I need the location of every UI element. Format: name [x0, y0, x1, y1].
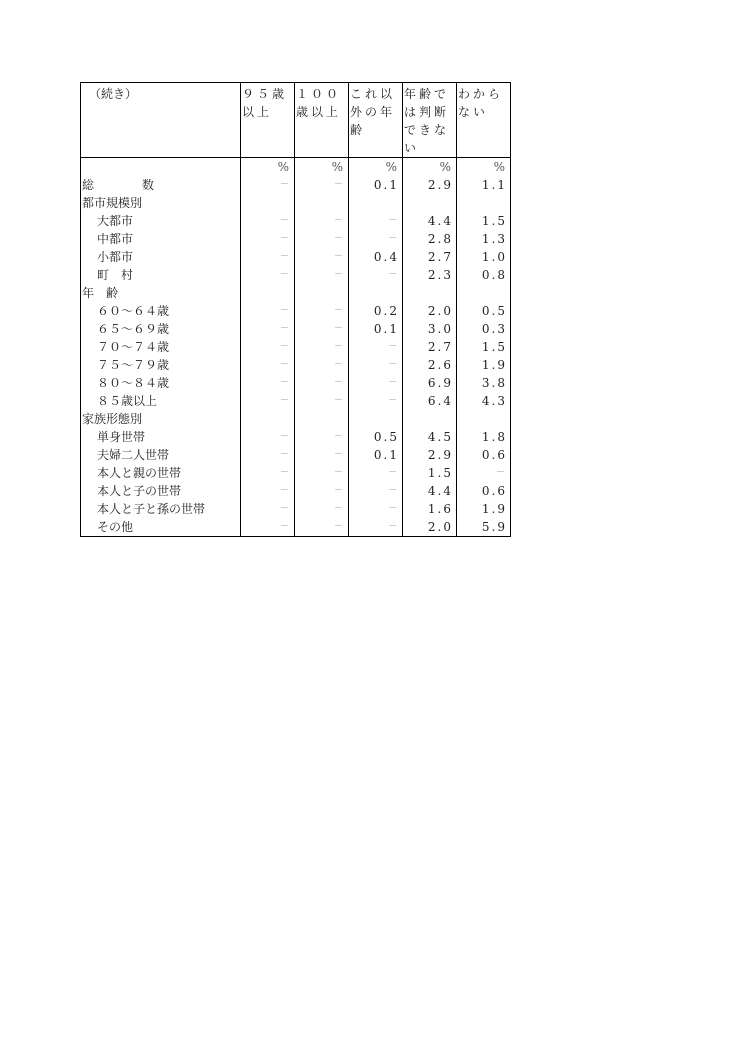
value-cell: 3.8 [481, 376, 507, 390]
value-cell: 3.0 [403, 320, 457, 338]
value-cell: 0.6 [481, 484, 507, 498]
value-cell: － [241, 446, 295, 464]
value-cell [403, 284, 457, 302]
table-row [81, 194, 511, 212]
value-cell: － [241, 500, 295, 518]
value-cell [349, 284, 403, 302]
data-table [80, 82, 511, 537]
value-cell: 0.6 [481, 448, 507, 462]
row-label: 年 齢 [81, 284, 241, 302]
value-cell: － [241, 230, 295, 248]
value-cell: － [295, 500, 349, 518]
value-cell: 4.3 [481, 394, 507, 408]
table-row [81, 248, 511, 266]
row-label: 大都市 [81, 212, 241, 230]
value-cell: 2.7 [403, 248, 457, 266]
column-header [457, 83, 511, 158]
value-cell: － [349, 266, 403, 284]
row-label: ８０～８４歳 [81, 374, 241, 392]
unit-cell: % [403, 158, 457, 177]
value-cell: － [241, 338, 295, 356]
table-row [81, 482, 511, 500]
value-cell: － [349, 338, 403, 356]
value-cell: － [295, 428, 349, 446]
value-cell: 0.2 [349, 302, 403, 320]
column-header [241, 83, 295, 158]
value-cell: － [349, 500, 403, 518]
unit-cell: % [349, 158, 403, 177]
table-row [81, 284, 511, 302]
row-label: 総 数 [81, 176, 241, 194]
value-cell: － [241, 464, 295, 482]
table-row [81, 410, 511, 428]
value-cell: － [349, 230, 403, 248]
value-cell: － [349, 212, 403, 230]
value-cell: 0.8 [481, 268, 507, 282]
table-row [81, 320, 511, 338]
table-row [81, 392, 511, 410]
row-label: ７０～７４歳 [81, 338, 241, 356]
value-cell: － [241, 266, 295, 284]
row-label: ６５～６９歳 [81, 320, 241, 338]
value-cell: － [295, 446, 349, 464]
value-cell: － [241, 176, 295, 194]
column-header-text: わからない [458, 87, 504, 119]
row-label: 夫婦二人世帯 [81, 446, 241, 464]
row-label: 本人と子と孫の世帯 [81, 500, 241, 518]
value-cell: － [241, 302, 295, 320]
value-cell: 2.0 [403, 518, 457, 537]
value-cell: － [295, 392, 349, 410]
value-cell [403, 410, 457, 428]
value-cell: － [241, 482, 295, 500]
value-cell [403, 194, 457, 212]
value-cell: 0.1 [349, 446, 403, 464]
value-cell: － [241, 248, 295, 266]
value-cell [349, 410, 403, 428]
value-cell [457, 410, 511, 428]
row-label: 本人と親の世帯 [81, 464, 241, 482]
value-cell: 0.1 [349, 176, 403, 194]
value-cell [241, 194, 295, 212]
value-cell: 2.3 [403, 266, 457, 284]
value-cell [241, 284, 295, 302]
value-cell: 2.7 [403, 338, 457, 356]
value-cell: 2.9 [403, 446, 457, 464]
unit-cell: % [295, 158, 349, 177]
value-cell [295, 410, 349, 428]
column-header [295, 83, 349, 158]
value-cell: － [349, 392, 403, 410]
value-cell: － [241, 518, 295, 537]
column-header [403, 83, 457, 158]
value-cell: 4.4 [403, 482, 457, 500]
row-label: 本人と子の世帯 [81, 482, 241, 500]
row-label: 家族形態別 [81, 410, 241, 428]
table-row [81, 446, 511, 464]
row-label: 都市規模別 [81, 194, 241, 212]
table-row [81, 356, 511, 374]
value-cell: 2.0 [403, 302, 457, 320]
value-cell: 1.3 [481, 232, 507, 246]
value-cell [295, 194, 349, 212]
unit-cell: % [241, 158, 295, 177]
row-label: ７５～７９歳 [81, 356, 241, 374]
value-cell: － [241, 212, 295, 230]
column-header-text: ９５歳以上 [242, 87, 288, 119]
value-cell: 1.0 [481, 250, 507, 264]
value-cell: － [295, 266, 349, 284]
value-cell: － [349, 482, 403, 500]
value-cell [241, 410, 295, 428]
value-cell: 1.9 [481, 502, 507, 516]
value-cell: － [295, 176, 349, 194]
table-row [81, 338, 511, 356]
row-label: 町 村 [81, 266, 241, 284]
value-cell: 4.5 [403, 428, 457, 446]
table-row [81, 464, 511, 482]
value-cell: － [241, 356, 295, 374]
value-cell: － [295, 320, 349, 338]
value-cell: 6.4 [403, 392, 457, 410]
value-cell: － [295, 356, 349, 374]
value-cell: 1.9 [481, 358, 507, 372]
value-cell: 1.5 [481, 340, 507, 354]
value-cell: － [241, 428, 295, 446]
table-row [81, 176, 511, 194]
value-cell: 1.1 [481, 178, 507, 192]
header-row [81, 83, 511, 158]
table-row [81, 374, 511, 392]
column-header-text: １００歳以上 [296, 87, 342, 119]
column-header-text: 年齢では判断できない [404, 87, 450, 155]
table-row [81, 230, 511, 248]
table-row [81, 518, 511, 537]
value-cell [457, 194, 511, 212]
unit-row [81, 158, 511, 177]
value-cell: － [295, 212, 349, 230]
value-cell: － [295, 302, 349, 320]
table-row [81, 500, 511, 518]
row-label: 単身世帯 [81, 428, 241, 446]
table-row [81, 302, 511, 320]
value-cell: － [349, 374, 403, 392]
table-body [81, 158, 511, 537]
value-cell: － [349, 518, 403, 537]
row-label: 中都市 [81, 230, 241, 248]
value-cell: － [495, 468, 507, 478]
unit-row-label [81, 158, 241, 177]
corner-label: （続き） [81, 83, 241, 158]
value-cell: － [295, 482, 349, 500]
value-cell [349, 194, 403, 212]
value-cell: 2.9 [403, 176, 457, 194]
value-cell: － [295, 338, 349, 356]
value-cell: － [349, 464, 403, 482]
value-cell: － [295, 248, 349, 266]
value-cell: 2.6 [403, 356, 457, 374]
value-cell: 0.1 [349, 320, 403, 338]
value-cell: － [295, 464, 349, 482]
unit-cell: % [493, 160, 507, 174]
value-cell: 1.5 [481, 214, 507, 228]
value-cell: 0.3 [481, 322, 507, 336]
column-header-text: これ以外の年齢 [350, 87, 396, 137]
value-cell: － [295, 374, 349, 392]
table-row [81, 266, 511, 284]
value-cell [457, 284, 511, 302]
value-cell: 0.5 [481, 304, 507, 318]
value-cell: 4.4 [403, 212, 457, 230]
row-label: 小都市 [81, 248, 241, 266]
value-cell: － [241, 392, 295, 410]
table-row [81, 212, 511, 230]
value-cell: － [295, 518, 349, 537]
value-cell: － [295, 230, 349, 248]
value-cell: － [241, 320, 295, 338]
table-row [81, 428, 511, 446]
column-header [349, 83, 403, 158]
row-label: その他 [81, 518, 241, 537]
value-cell: － [349, 356, 403, 374]
value-cell: 2.8 [403, 230, 457, 248]
value-cell: 0.4 [349, 248, 403, 266]
value-cell: 0.5 [349, 428, 403, 446]
data-table-container [80, 82, 511, 537]
row-label: ８５歳以上 [81, 392, 241, 410]
value-cell: 1.8 [481, 430, 507, 444]
value-cell: － [241, 374, 295, 392]
value-cell: 5.9 [481, 520, 507, 534]
value-cell [295, 284, 349, 302]
value-cell: 6.9 [403, 374, 457, 392]
value-cell: 1.6 [403, 500, 457, 518]
row-label: ６０～６４歳 [81, 302, 241, 320]
value-cell: 1.5 [403, 464, 457, 482]
